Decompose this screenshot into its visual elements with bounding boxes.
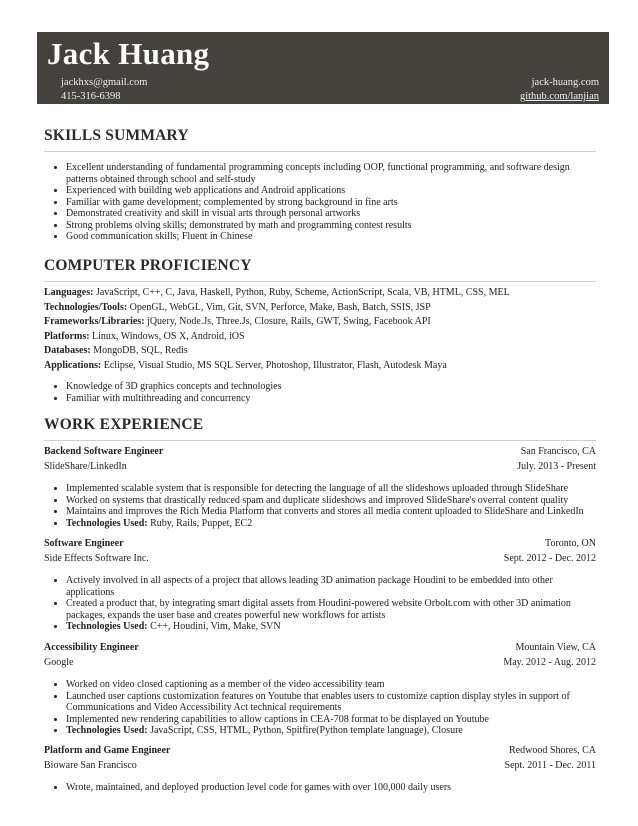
job-header-row [44, 640, 596, 655]
proficiency-row [44, 286, 596, 301]
email-link[interactable]: jackhxs@gmail.com [61, 77, 148, 88]
tech-label: Technologies Used: [66, 725, 148, 736]
proficiency-list [44, 381, 596, 404]
proficiency-value: jQuery, Node.Js, Three.Js, Closure, Rails, GWT, Swing, Facebook API [144, 316, 431, 327]
skills-section [44, 127, 596, 243]
job-header-row [44, 536, 596, 551]
list-item: • Implemented scalable system that is responsible for detecting the language of all the slideshows uploaded through SlideShare [66, 483, 596, 495]
section-divider [44, 281, 596, 282]
resume-header [37, 32, 609, 104]
job-company: Bioware San Francisco [44, 760, 137, 771]
tech-value: Ruby, Rails, Puppet, EC2 [147, 517, 253, 529]
list-item: • Familiar with game development; complemented by strong background in fine arts [66, 197, 596, 209]
proficiency-section [44, 257, 596, 404]
website-link[interactable]: jack-huang.com [531, 77, 599, 88]
job-title: Platform and Game Engineer [44, 745, 171, 756]
job-title: Backend Software Engineer [44, 446, 164, 457]
job-bullets [44, 679, 596, 737]
tech-value: JavaScript, CSS, HTML, Python, Spitfire(Python template language), Closure [147, 725, 463, 736]
job-bullets [44, 575, 596, 633]
list-item [66, 518, 596, 530]
proficiency-label: Languages: [44, 287, 94, 298]
proficiency-heading: COMPUTER PROFICIENCY [44, 257, 252, 274]
job-subheader-row [44, 655, 596, 670]
job-header-row [44, 743, 596, 758]
job-location: San Francisco, CA [520, 446, 596, 457]
proficiency-row [44, 315, 596, 330]
list-item: • Good communication skills; Fluent in Chinese [66, 231, 596, 243]
work-section [44, 416, 596, 441]
list-item: • Demonstrated creativity and skill in visual arts through personal artworks [66, 208, 596, 220]
job-dates: May. 2012 - Aug. 2012 [503, 657, 596, 668]
job-dates: Sept. 2011 - Dec. 2011 [504, 760, 596, 771]
proficiency-label: Technologies/Tools: [44, 301, 128, 313]
job-location: Toronto, ON [545, 538, 596, 549]
proficiency-label: Applications: [44, 359, 102, 371]
list-item: • Created a product that, by integrating smart digital assets from Houdini-powered website Orbolt.com with other 3D animation packages, expands the user base and creates powerful new workflows for artists [66, 598, 596, 621]
proficiency-row [44, 301, 596, 316]
list-item: • Experienced with building web applications and Android applications [66, 185, 596, 197]
phone-number: 415-316-6398 [61, 91, 121, 102]
job-company: SlideShare/LinkedIn [44, 461, 127, 472]
proficiency-row [44, 359, 596, 374]
job-subheader-row [44, 758, 596, 773]
contact-right [520, 76, 599, 104]
list-item: • Strong problems olving skills; demonstrated by math and programming contest results [66, 220, 596, 232]
list-item: • Wrote, maintained, and deployed production level code for games with over 100,000 daily users [66, 782, 596, 794]
job-bullets [44, 483, 596, 529]
list-item: • Worked on video closed captioning as a member of the video accessibility team [66, 679, 596, 691]
job-title: Software Engineer [44, 538, 124, 549]
job-subheader-row [44, 459, 596, 474]
proficiency-row [44, 344, 596, 359]
job-dates: Sept. 2012 - Dec. 2012 [503, 553, 596, 564]
list-item: • Excellent understanding of fundamental programming concepts including OOP, functional programming, and software design patterns obtained through school and self-study [66, 162, 596, 185]
proficiency-label: Databases: [44, 345, 91, 356]
list-item [66, 621, 596, 633]
list-item: • Maintains and improves the Rich Media Platform that converts and stores all media content uploaded to SlideShare and LinkedIn [66, 506, 596, 518]
job-entry [44, 444, 596, 529]
proficiency-label: Platforms: [44, 330, 90, 342]
job-subheader-row [44, 551, 596, 566]
tech-value: C++, Houdini, Vim, Make, SVN [147, 621, 281, 632]
proficiency-rows [44, 286, 596, 373]
proficiency-row [44, 330, 596, 345]
skills-heading: SKILLS SUMMARY [44, 127, 189, 144]
list-item: • Worked on systems that drastically reduced spam and duplicate slideshows and improved SlideShare's overral content quality [66, 495, 596, 507]
job-entry [44, 536, 596, 633]
list-item: • Launched user captions customization features on Youtube that enables users to customize caption display styles in support of Communications and Video Accessibility Act technical requirements [66, 691, 596, 714]
list-item: • Implemented new rendering capabilities to allow captions in CEA-708 format to be displayed on Youtube [66, 714, 596, 726]
job-bullets [44, 782, 596, 794]
proficiency-value: Linux, Windows, OS X, Android, iOS [89, 330, 245, 342]
proficiency-value: MongoDB, SQL, Redis [90, 345, 188, 356]
job-title: Accessibility Engineer [44, 642, 139, 653]
tech-label: Technologies Used: [66, 621, 148, 632]
github-link[interactable]: github.com/lanjian [519, 91, 599, 102]
job-dates: July. 2013 - Present [517, 461, 596, 472]
list-item [66, 725, 596, 737]
tech-label: Technologies Used: [66, 517, 148, 529]
job-location: Redwood Shores, CA [509, 745, 596, 756]
proficiency-value: Eclipse, Visual Studio, MS SQL Server, Photoshop, Illustrator, Flash, Autodesk Maya [101, 359, 447, 371]
list-item: • Knowledge of 3D graphics concepts and technologies [66, 381, 596, 393]
proficiency-value: OpenGL, WebGL, Vim, Git, SVN, Perforce, Make, Bash, Batch, SSIS, JSP [127, 301, 431, 313]
job-company: Google [44, 657, 74, 668]
work-heading: WORK EXPERIENCE [44, 416, 204, 433]
list-item: • Actively involved in all aspects of a project that allows leading 3D animation package Houdini to be embedded into other applications [66, 575, 596, 598]
job-company: Side Effects Software Inc. [44, 553, 149, 564]
job-entry [44, 640, 596, 737]
proficiency-value: JavaScript, C++, C, Java, Haskell, Python, Ruby, Scheme, ActionScript, Scala, VB, HTML, CSS, MEL [93, 287, 510, 298]
list-item: • Familiar with multithreading and concurrency [66, 393, 596, 405]
job-entry [44, 743, 596, 794]
proficiency-label: Frameworks/Libraries: [44, 316, 145, 327]
section-divider [44, 151, 596, 152]
contact-left [61, 76, 147, 104]
job-location: Mountain View, CA [515, 642, 596, 653]
candidate-name: Jack Huang [47, 36, 210, 71]
job-header-row [44, 444, 596, 459]
skills-list [44, 162, 596, 243]
section-divider [44, 440, 596, 441]
